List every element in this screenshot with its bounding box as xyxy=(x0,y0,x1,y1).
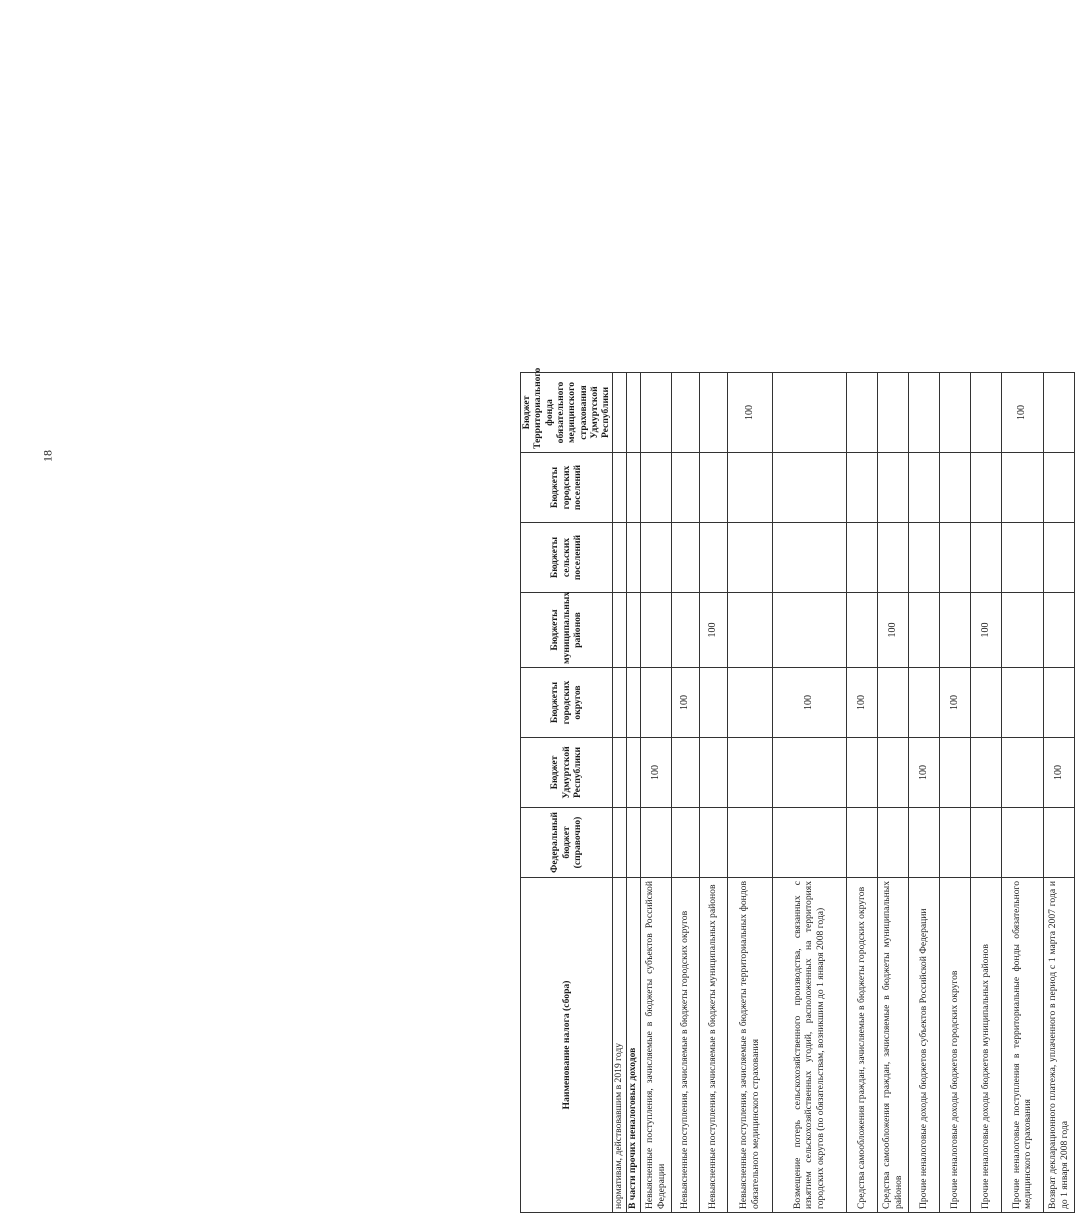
value-cell-city-districts: 100 xyxy=(772,668,846,738)
value-cell-medical-fund xyxy=(699,373,727,453)
value-cell-urban-settlements xyxy=(939,453,970,523)
value-cell-urban-settlements xyxy=(877,453,908,523)
value-cell-federal xyxy=(1001,808,1043,878)
value-cell-medical-fund xyxy=(640,373,671,453)
table-row xyxy=(699,373,727,1213)
row-name-cell: Прочие неналоговые доходы бюджетов городских округов xyxy=(939,878,970,1213)
value-cell-urban-settlements xyxy=(908,453,939,523)
table-row xyxy=(640,373,671,1213)
value-cell-city-districts xyxy=(727,668,772,738)
value-cell-city-districts xyxy=(699,668,727,738)
value-cell-municipal-districts xyxy=(671,593,699,668)
header-federal-budget: Федеральный бюджет (справочно) xyxy=(521,808,613,878)
table-row xyxy=(1043,373,1074,1213)
value-cell-urban-settlements xyxy=(699,453,727,523)
value-cell-medical-fund: 100 xyxy=(1001,373,1043,453)
value-cell-federal xyxy=(1043,808,1074,878)
value-cell-municipal-districts xyxy=(1001,593,1043,668)
row-name-cell: Средства самообложения граждан, зачисляемые в бюджеты городских округов xyxy=(846,878,877,1213)
table-row xyxy=(846,373,877,1213)
tax-distribution-table xyxy=(520,367,1075,1213)
table-row xyxy=(908,373,939,1213)
value-cell-federal xyxy=(699,808,727,878)
table-row xyxy=(970,373,1001,1213)
value-cell-medical-fund xyxy=(626,373,640,453)
value-cell-city-districts xyxy=(1001,668,1043,738)
value-cell-municipal-districts xyxy=(640,593,671,668)
value-cell-republic xyxy=(727,738,772,808)
value-cell-urban-settlements xyxy=(640,453,671,523)
value-cell-rural-settlements xyxy=(626,523,640,593)
row-name-cell: Возврат декларационного платежа, уплаченного в период с 1 марта 2007 года и до 1 января 2008 года xyxy=(1043,878,1074,1213)
value-cell-municipal-districts xyxy=(727,593,772,668)
value-cell-city-districts xyxy=(877,668,908,738)
value-cell-urban-settlements xyxy=(671,453,699,523)
value-cell-republic: 100 xyxy=(1043,738,1074,808)
header-tax-name: Наименование налога (сбора) xyxy=(521,878,613,1213)
value-cell-municipal-districts xyxy=(908,593,939,668)
value-cell-city-districts xyxy=(1043,668,1074,738)
header-city-districts: Бюджеты городских округов xyxy=(521,668,613,738)
value-cell-republic: 100 xyxy=(908,738,939,808)
value-cell-rural-settlements xyxy=(640,523,671,593)
value-cell-municipal-districts: 100 xyxy=(970,593,1001,668)
value-cell-republic xyxy=(1001,738,1043,808)
header-municipal-districts: Бюджеты муниципальных районов xyxy=(521,593,613,668)
value-cell-medical-fund: 100 xyxy=(727,373,772,453)
value-cell-urban-settlements xyxy=(772,453,846,523)
table-header-row xyxy=(521,373,613,1213)
row-name-cell: Невыясненные поступления, зачисляемые в бюджеты городских округов xyxy=(671,878,699,1213)
value-cell-medical-fund xyxy=(1043,373,1074,453)
row-name-cell: Прочие неналоговые доходы бюджетов субъектов Российской Федерации xyxy=(908,878,939,1213)
value-cell-urban-settlements xyxy=(612,453,626,523)
value-cell-city-districts: 100 xyxy=(939,668,970,738)
value-cell-municipal-districts xyxy=(939,593,970,668)
value-cell-rural-settlements xyxy=(1043,523,1074,593)
table-row xyxy=(877,373,908,1213)
header-medical-insurance-fund: Бюджет Территориального фонда обязательного медицинского страхования Удмуртской Республики xyxy=(521,373,613,453)
value-cell-republic xyxy=(772,738,846,808)
value-cell-federal xyxy=(626,808,640,878)
row-name-cell: Невыясненные поступления, зачисляемые в бюджеты муниципальных районов xyxy=(699,878,727,1213)
value-cell-republic xyxy=(877,738,908,808)
value-cell-urban-settlements xyxy=(727,453,772,523)
value-cell-rural-settlements xyxy=(699,523,727,593)
row-name-cell: Невыясненные поступления, зачисляемые в бюджеты территориальных фондов обязательного медицинского страхования xyxy=(727,878,772,1213)
value-cell-medical-fund xyxy=(939,373,970,453)
value-cell-municipal-districts: 100 xyxy=(877,593,908,668)
value-cell-republic xyxy=(939,738,970,808)
value-cell-urban-settlements xyxy=(846,453,877,523)
value-cell-medical-fund xyxy=(970,373,1001,453)
row-name-cell: В части прочих неналоговых доходов xyxy=(626,878,640,1213)
value-cell-medical-fund xyxy=(846,373,877,453)
value-cell-federal xyxy=(640,808,671,878)
value-cell-federal xyxy=(772,808,846,878)
value-cell-rural-settlements xyxy=(939,523,970,593)
value-cell-city-districts xyxy=(612,668,626,738)
value-cell-republic xyxy=(846,738,877,808)
value-cell-medical-fund xyxy=(671,373,699,453)
value-cell-municipal-districts xyxy=(612,593,626,668)
value-cell-urban-settlements xyxy=(970,453,1001,523)
header-rural-settlements: Бюджеты сельских поселений xyxy=(521,523,613,593)
table-row xyxy=(612,373,626,1213)
value-cell-rural-settlements xyxy=(612,523,626,593)
value-cell-city-districts: 100 xyxy=(846,668,877,738)
table-row xyxy=(727,373,772,1213)
value-cell-republic xyxy=(671,738,699,808)
value-cell-municipal-districts xyxy=(772,593,846,668)
row-name-cell: Прочие неналоговые поступления в территориальные фонды обязательного медицинского страхования xyxy=(1001,878,1043,1213)
value-cell-republic xyxy=(970,738,1001,808)
table-row xyxy=(671,373,699,1213)
value-cell-republic: 100 xyxy=(640,738,671,808)
value-cell-rural-settlements xyxy=(727,523,772,593)
table-row xyxy=(1001,373,1043,1213)
header-republic-budget: Бюджет Удмуртской Республики xyxy=(521,738,613,808)
value-cell-city-districts: 100 xyxy=(671,668,699,738)
row-name-cell: Прочие неналоговые доходы бюджетов муниципальных районов xyxy=(970,878,1001,1213)
value-cell-federal xyxy=(908,808,939,878)
value-cell-republic xyxy=(699,738,727,808)
value-cell-rural-settlements xyxy=(908,523,939,593)
value-cell-medical-fund xyxy=(772,373,846,453)
header-urban-settlements: Бюджеты городских поселений xyxy=(521,453,613,523)
table-row xyxy=(626,373,640,1213)
value-cell-federal xyxy=(877,808,908,878)
table-row xyxy=(772,373,846,1213)
row-name-cell: Невыясненные поступления, зачисляемые в бюджеты субъектов Российской Федерации xyxy=(640,878,671,1213)
row-name-cell: нормативам, действовавшим в 2019 году xyxy=(612,878,626,1213)
value-cell-republic xyxy=(612,738,626,808)
value-cell-urban-settlements xyxy=(1001,453,1043,523)
value-cell-rural-settlements xyxy=(970,523,1001,593)
value-cell-medical-fund xyxy=(908,373,939,453)
value-cell-urban-settlements xyxy=(626,453,640,523)
table-container xyxy=(520,367,1070,1213)
value-cell-municipal-districts xyxy=(846,593,877,668)
value-cell-rural-settlements xyxy=(877,523,908,593)
value-cell-rural-settlements xyxy=(1001,523,1043,593)
value-cell-rural-settlements xyxy=(846,523,877,593)
value-cell-municipal-districts: 100 xyxy=(699,593,727,668)
value-cell-municipal-districts xyxy=(626,593,640,668)
row-name-cell: Возмещение потерь сельскохозяйственного производства, связанных с изъятием сельскохозяйственных угодий, расположенных на территориях городских округов (по обязательствам, возникшим до 1 января 2008 года) xyxy=(772,878,846,1213)
page-number: 18 xyxy=(40,450,55,462)
table-row xyxy=(939,373,970,1213)
value-cell-federal xyxy=(939,808,970,878)
value-cell-rural-settlements xyxy=(671,523,699,593)
value-cell-federal xyxy=(727,808,772,878)
value-cell-federal xyxy=(846,808,877,878)
value-cell-medical-fund xyxy=(612,373,626,453)
value-cell-rural-settlements xyxy=(772,523,846,593)
value-cell-urban-settlements xyxy=(1043,453,1074,523)
value-cell-city-districts xyxy=(626,668,640,738)
value-cell-city-districts xyxy=(970,668,1001,738)
value-cell-federal xyxy=(970,808,1001,878)
value-cell-federal xyxy=(612,808,626,878)
value-cell-republic xyxy=(626,738,640,808)
value-cell-medical-fund xyxy=(877,373,908,453)
value-cell-federal xyxy=(671,808,699,878)
value-cell-city-districts xyxy=(908,668,939,738)
row-name-cell: Средства самообложения граждан, зачисляемые в бюджеты муниципальных районов xyxy=(877,878,908,1213)
value-cell-municipal-districts xyxy=(1043,593,1074,668)
value-cell-city-districts xyxy=(640,668,671,738)
